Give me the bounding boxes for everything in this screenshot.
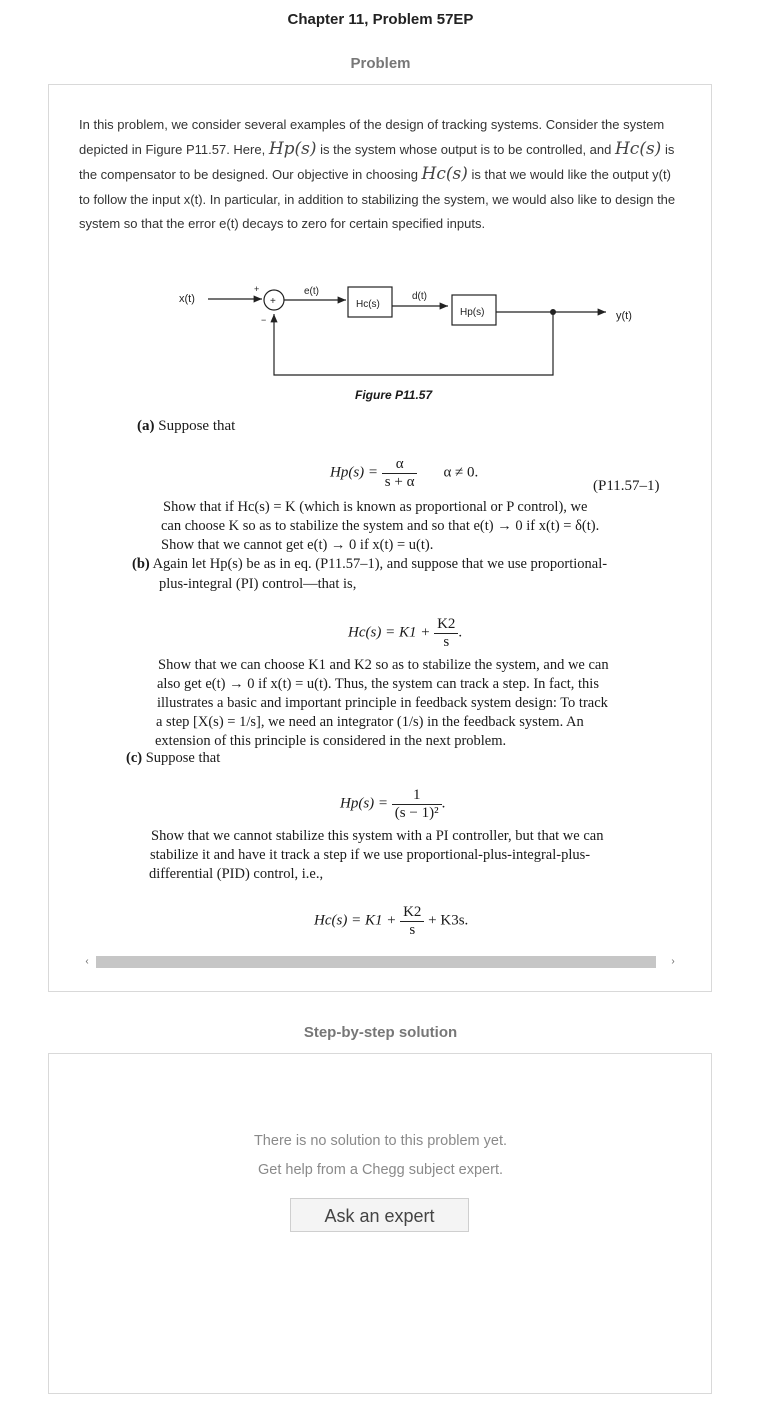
hp-symbol: Hp(s) [268, 139, 317, 160]
part-c-pid-equation: Hc(s) = K1 + $\frac{K2}{s}$ + K3s. [314, 904, 469, 938]
y-label: y(t) [616, 310, 632, 322]
part-a-line: Show that we cannot get e(t) → 0 if x(t) = u(t). [161, 537, 434, 553]
svg-text:−: − [261, 315, 267, 325]
x-label: x(t) [179, 293, 195, 305]
part-c-equation: Hp(s) = $\frac{1}{\text{(s − 1)²}}$ . [340, 787, 446, 821]
part-a-equation: Hp(s) = $\frac{\alpha}{s + \alpha}$ α ≠ 0. [330, 456, 479, 490]
svg-text:+: + [270, 296, 276, 307]
scroll-right-icon[interactable]: › [671, 956, 675, 967]
e-label: e(t) [304, 286, 319, 297]
solution-section-label: Step-by-step solution [303, 1024, 458, 1041]
part-b-line: Show that we can choose K1 and K2 so as to stabilize the system, and we can [158, 657, 609, 673]
hc-symbol: Hc(s) [614, 139, 662, 160]
part-b-line: extension of this principle is considered in the next problem. [155, 733, 507, 749]
part-a-line: Show that if Hc(s) = K (which is known as proportional or P control), we [163, 499, 588, 515]
scrollbar-thumb[interactable] [96, 956, 656, 968]
part-c-line: stabilize it and have it track a step if we use proportional-plus-integral-plus- [150, 847, 591, 863]
part-a-line: can choose K so as to stabilize the system and so that e(t) → 0 if x(t) = δ(t). [161, 518, 600, 534]
part-c-label: (c) Suppose that [126, 750, 221, 766]
part-b-line: a step [X(s) = 1/s], we need an integrator (1/s) in the feedback system. An [156, 714, 584, 730]
ask-expert-button[interactable]: Ask an expert [290, 1198, 469, 1232]
help-text: Get help from a Chegg subject expert. [257, 1162, 504, 1178]
d-label: d(t) [412, 291, 427, 302]
no-solution-text: There is no solution to this problem yet. [253, 1133, 508, 1149]
part-b-line: also get e(t) → 0 if x(t) = u(t). Thus, the system can track a step. In fact, this [157, 676, 599, 692]
part-b-line: illustrates a basic and important principle in feedback system design: To track [157, 695, 608, 711]
part-c-line: Show that we cannot stabilize this system with a PI controller, but that we can [151, 828, 604, 844]
problem-intro: In this problem, we consider several examples of the design of tracking systems. Consider the system depicted in Figure P11.57. Here, Hp(s) is the system whose output is to be controlled, and Hc(s) is the compensator to be designed. Our objective in choosing Hc(s) is that we would like the output y(t) to follow the input x(t). In particular, in addition to stabilizing the system, we would also like to design the system so that the error e(t) decays to zero for certain specified inputs. [79, 117, 676, 231]
scroll-left-icon[interactable]: ‹ [85, 956, 89, 967]
part-b-equation: Hc(s) = K1 + $\frac{K2}{s}$ . [348, 616, 463, 650]
part-b-line: (b) Again let Hp(s) be as in eq. (P11.57–1), and suppose that we use proportional- [132, 556, 608, 572]
figure-caption: Figure P11.57 [355, 388, 433, 402]
hc-block-label: Hc(s) [356, 299, 380, 310]
part-c-line: differential (PID) control, i.e., [149, 866, 324, 882]
part-b-line: plus-integral (PI) control—that is, [159, 576, 357, 592]
svg-text:+: + [254, 284, 260, 294]
chapter-title: Chapter 11, Problem 57EP [287, 11, 474, 28]
feedback-path [274, 312, 553, 375]
hp-block-label: Hp(s) [460, 307, 485, 318]
part-a-label: (a) Suppose that [137, 418, 236, 434]
hc-symbol: Hc(s) [421, 164, 468, 185]
problem-section-label: Problem [350, 55, 411, 72]
equation-ref: (P11.57–1) [593, 478, 660, 494]
figure-block-diagram [170, 280, 650, 390]
horizontal-scrollbar[interactable] [80, 952, 686, 972]
